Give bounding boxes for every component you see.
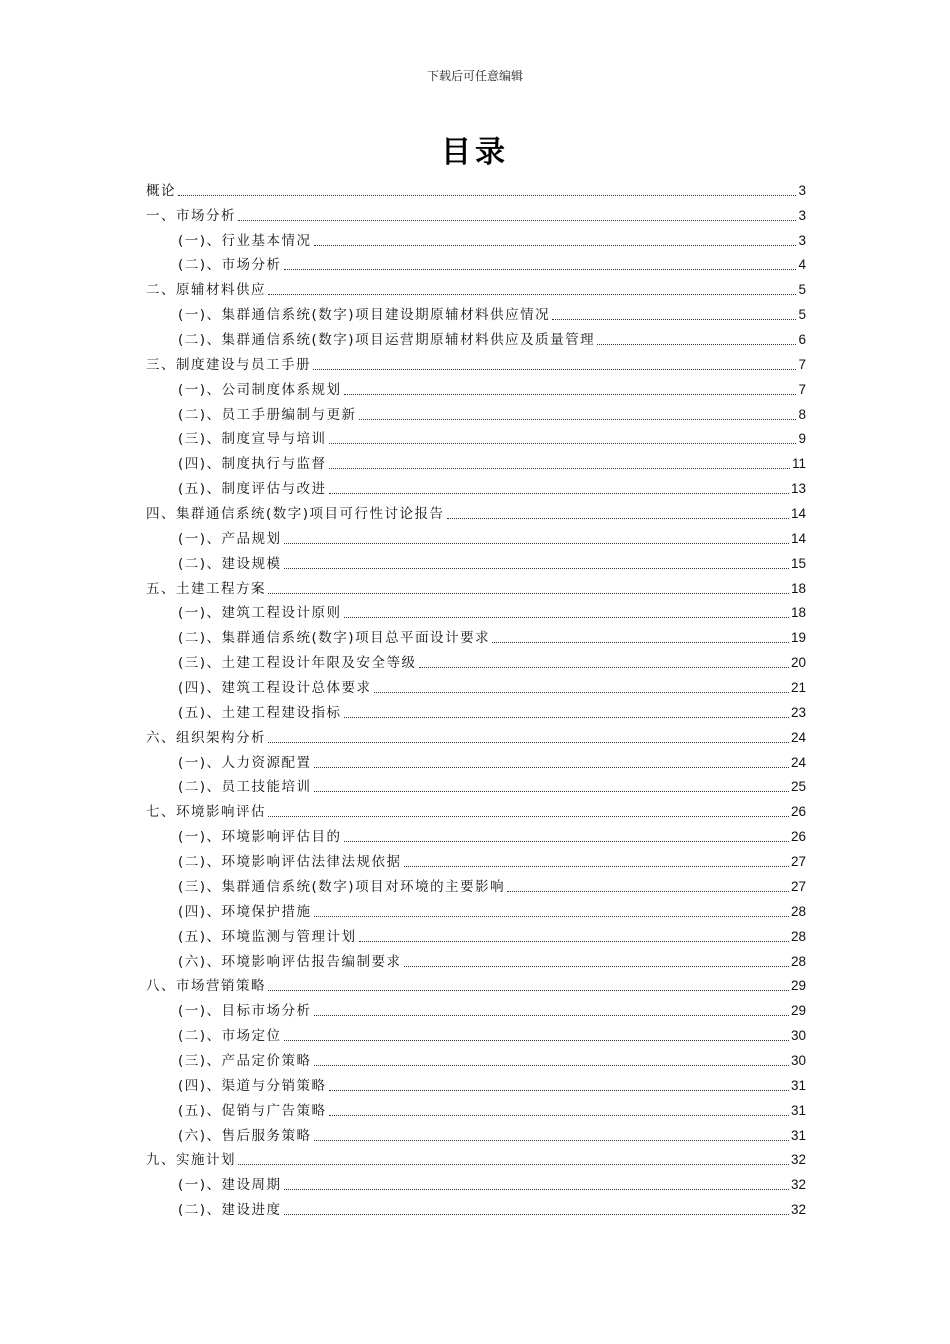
toc-entry-page: 30	[790, 1028, 806, 1044]
toc-entry-page: 23	[790, 704, 806, 720]
toc-entry-text: 四、集群通信系统(数字)项目可行性讨论报告	[146, 506, 445, 523]
toc-entry-page: 3	[798, 232, 806, 248]
dot-leader	[314, 915, 789, 917]
toc-entry-page: 21	[790, 680, 806, 696]
dot-leader	[329, 492, 789, 494]
toc-entry-text: (五)、土建工程建设指标	[178, 704, 342, 721]
toc-entry-text: (二)、员工技能培训	[178, 779, 312, 796]
toc-entry-text: (二)、环境影响评估法律法规依据	[178, 854, 402, 871]
toc-entry-page: 28	[790, 903, 806, 919]
dot-leader	[268, 989, 789, 991]
dot-leader	[314, 244, 797, 246]
toc-entry-text: 二、原辅材料供应	[146, 282, 266, 299]
dot-leader	[314, 1014, 789, 1016]
toc-entry-text: (三)、集群通信系统(数字)项目对环境的主要影响	[178, 878, 506, 895]
toc-entry-text: (五)、制度评估与改进	[178, 481, 327, 498]
toc-entry[interactable]	[146, 1120, 806, 1145]
toc-entry[interactable]	[146, 1145, 806, 1170]
dot-leader	[284, 1039, 789, 1041]
toc-entry-text: 九、实施计划	[146, 1152, 236, 1169]
dot-leader	[597, 343, 796, 345]
dot-leader	[344, 840, 789, 842]
toc-entry-page: 18	[790, 580, 806, 596]
toc-entry[interactable]	[146, 200, 806, 225]
toc-entry-text: (四)、建筑工程设计总体要求	[178, 680, 372, 697]
toc-entry[interactable]	[146, 747, 806, 772]
toc-entry-page: 5	[798, 282, 806, 298]
toc-entry-page: 26	[790, 829, 806, 845]
toc-entry[interactable]	[146, 399, 806, 424]
dot-leader	[284, 268, 797, 270]
toc-entry-page: 26	[790, 804, 806, 820]
toc-entry-page: 11	[791, 456, 806, 472]
toc-title: 目录	[441, 135, 509, 170]
toc-entry[interactable]	[146, 498, 806, 523]
dot-leader	[344, 716, 789, 718]
toc-entry-text: 五、土建工程方案	[146, 580, 266, 597]
toc-entry-page: 29	[790, 978, 806, 994]
toc-entry-page: 13	[790, 481, 806, 497]
toc-entry-text: 一、市场分析	[146, 207, 236, 224]
dot-leader	[268, 741, 789, 743]
toc-entry-page: 6	[798, 332, 806, 348]
toc-entry[interactable]	[146, 1045, 806, 1070]
toc-entry-page: 5	[798, 307, 806, 323]
toc-entry[interactable]	[146, 374, 806, 399]
toc-entry[interactable]	[146, 946, 806, 971]
header-note: 下载后可任意编辑	[426, 69, 523, 83]
dot-leader	[344, 616, 789, 618]
dot-leader	[492, 641, 789, 643]
toc-entry-text: (三)、制度宣导与培训	[178, 431, 327, 448]
toc-entry-page: 27	[790, 854, 806, 870]
dot-leader	[344, 393, 797, 395]
toc-entry-text: (一)、人力资源配置	[178, 754, 312, 771]
toc-entry-text: (六)、售后服务策略	[178, 1127, 312, 1144]
toc-entry-page: 15	[790, 555, 806, 571]
toc-entry-text: (二)、市场分析	[178, 257, 282, 274]
toc-entry-text: 七、环境影响评估	[146, 804, 266, 821]
dot-leader	[284, 1213, 789, 1215]
toc-entry-text: (五)、环境监测与管理计划	[178, 928, 357, 945]
toc-entry[interactable]	[146, 971, 806, 996]
dot-leader	[314, 1139, 789, 1141]
toc-entry-page: 18	[790, 605, 806, 621]
dot-leader	[419, 666, 789, 668]
dot-leader	[359, 418, 797, 420]
dot-leader	[268, 293, 796, 295]
dot-leader	[313, 368, 796, 370]
dot-leader	[552, 318, 796, 320]
toc-entry[interactable]	[146, 274, 806, 299]
toc-entry[interactable]	[146, 722, 806, 747]
dot-leader	[284, 1188, 789, 1190]
dot-leader	[329, 442, 797, 444]
toc-entry[interactable]	[146, 772, 806, 797]
dot-leader	[238, 219, 796, 221]
toc-entry[interactable]	[146, 846, 806, 871]
toc-entry-text: (五)、促销与广告策略	[178, 1102, 327, 1119]
toc-entry-page: 3	[798, 182, 806, 198]
toc-entry-page: 25	[790, 779, 806, 795]
dot-leader	[178, 194, 796, 196]
dot-leader	[329, 1089, 789, 1091]
dot-leader	[284, 567, 789, 569]
toc-entry[interactable]	[146, 324, 806, 349]
toc-entry[interactable]	[146, 871, 806, 896]
toc-entry-text: 六、组织架构分析	[146, 729, 266, 746]
toc-entry[interactable]	[146, 647, 806, 672]
toc-entry[interactable]	[146, 598, 806, 623]
toc-entry-text: (一)、产品规划	[178, 530, 282, 547]
toc-entry-page: 31	[790, 1102, 806, 1118]
toc-entry[interactable]	[146, 672, 806, 697]
toc-entry-text: (一)、公司制度体系规划	[178, 381, 342, 398]
toc-entry[interactable]	[146, 1169, 806, 1194]
toc-entry-text: (二)、员工手册编制与更新	[178, 406, 357, 423]
toc-entry[interactable]	[146, 995, 806, 1020]
toc-entry-text: (二)、建设进度	[178, 1202, 282, 1219]
toc-entry-page: 4	[798, 257, 806, 273]
toc-entry-text: 概论	[146, 182, 176, 199]
toc-entry-text: (二)、集群通信系统(数字)项目总平面设计要求	[178, 630, 491, 647]
toc-entry-page: 7	[798, 381, 806, 397]
dot-leader	[314, 766, 789, 768]
toc-entry-page: 31	[790, 1077, 806, 1093]
toc-entry[interactable]	[146, 473, 806, 498]
toc-entry-page: 30	[790, 1052, 806, 1068]
toc-entry-text: (二)、建设规模	[178, 555, 282, 572]
dot-leader	[314, 790, 789, 792]
toc-entry[interactable]	[146, 697, 806, 722]
toc-entry[interactable]	[146, 349, 806, 374]
toc-entry-page: 29	[790, 1003, 806, 1019]
toc-entry[interactable]	[146, 175, 806, 200]
toc-entry[interactable]	[146, 921, 806, 946]
dot-leader	[359, 940, 789, 942]
toc-entry-page: 7	[798, 356, 806, 372]
toc-entry-page: 9	[798, 431, 806, 447]
toc-entry-page: 19	[790, 630, 806, 646]
toc-entry[interactable]	[146, 796, 806, 821]
toc-entry[interactable]	[146, 622, 806, 647]
toc-entry-text: (二)、市场定位	[178, 1028, 282, 1045]
dot-leader	[268, 592, 789, 594]
toc-entry[interactable]	[146, 225, 806, 250]
toc-entry-page: 27	[790, 878, 806, 894]
toc-entry[interactable]	[146, 299, 806, 324]
toc-entry-text: (四)、环境保护措施	[178, 903, 312, 920]
table-of-contents	[146, 175, 806, 1219]
toc-entry[interactable]	[146, 1070, 806, 1095]
toc-entry-text: (一)、建筑工程设计原则	[178, 605, 342, 622]
dot-leader	[447, 517, 789, 519]
toc-entry[interactable]	[146, 896, 806, 921]
toc-entry[interactable]	[146, 548, 806, 573]
toc-entry[interactable]	[146, 250, 806, 275]
toc-entry-page: 32	[790, 1202, 806, 1218]
toc-entry-page: 14	[790, 506, 806, 522]
toc-entry-page: 24	[790, 729, 806, 745]
toc-entry-page: 32	[790, 1152, 806, 1168]
toc-entry-page: 28	[790, 928, 806, 944]
toc-entry[interactable]	[146, 821, 806, 846]
dot-leader	[329, 467, 790, 469]
dot-leader	[329, 1114, 789, 1116]
toc-entry-text: (三)、土建工程设计年限及安全等级	[178, 655, 417, 672]
toc-entry-text: (一)、集群通信系统(数字)项目建设期原辅材料供应情况	[178, 307, 551, 324]
toc-entry-text: (四)、渠道与分销策略	[178, 1077, 327, 1094]
toc-entry-text: (一)、建设周期	[178, 1177, 282, 1194]
toc-entry-text: (三)、产品定价策略	[178, 1052, 312, 1069]
toc-entry[interactable]	[146, 1194, 806, 1219]
dot-leader	[284, 542, 789, 544]
toc-entry-page: 24	[790, 754, 806, 770]
dot-leader	[404, 965, 789, 967]
toc-entry[interactable]	[146, 1095, 806, 1120]
toc-entry-text: 八、市场营销策略	[146, 978, 266, 995]
toc-entry-text: (六)、环境影响评估报告编制要求	[178, 953, 402, 970]
toc-entry-text: (一)、目标市场分析	[178, 1003, 312, 1020]
dot-leader	[374, 691, 789, 693]
toc-entry[interactable]	[146, 424, 806, 449]
toc-entry-page: 14	[790, 530, 806, 546]
toc-entry-text: (四)、制度执行与监督	[178, 456, 327, 473]
toc-entry-page: 31	[790, 1127, 806, 1143]
toc-entry-page: 3	[798, 207, 806, 223]
toc-entry[interactable]	[146, 1020, 806, 1045]
toc-entry-page: 20	[790, 655, 806, 671]
toc-entry-page: 28	[790, 953, 806, 969]
dot-leader	[507, 890, 789, 892]
toc-entry[interactable]	[146, 448, 806, 473]
dot-leader	[238, 1163, 789, 1165]
toc-entry[interactable]	[146, 573, 806, 598]
toc-entry-page: 32	[790, 1177, 806, 1193]
dot-leader	[268, 815, 789, 817]
toc-entry-text: (一)、环境影响评估目的	[178, 829, 342, 846]
toc-entry[interactable]	[146, 523, 806, 548]
toc-entry-text: 三、制度建设与员工手册	[146, 356, 311, 373]
toc-entry-text: (二)、集群通信系统(数字)项目运营期原辅材料供应及质量管理	[178, 332, 596, 349]
dot-leader	[404, 865, 789, 867]
toc-entry-text: (一)、行业基本情况	[178, 232, 312, 249]
toc-entry-page: 8	[798, 406, 806, 422]
dot-leader	[314, 1064, 789, 1066]
